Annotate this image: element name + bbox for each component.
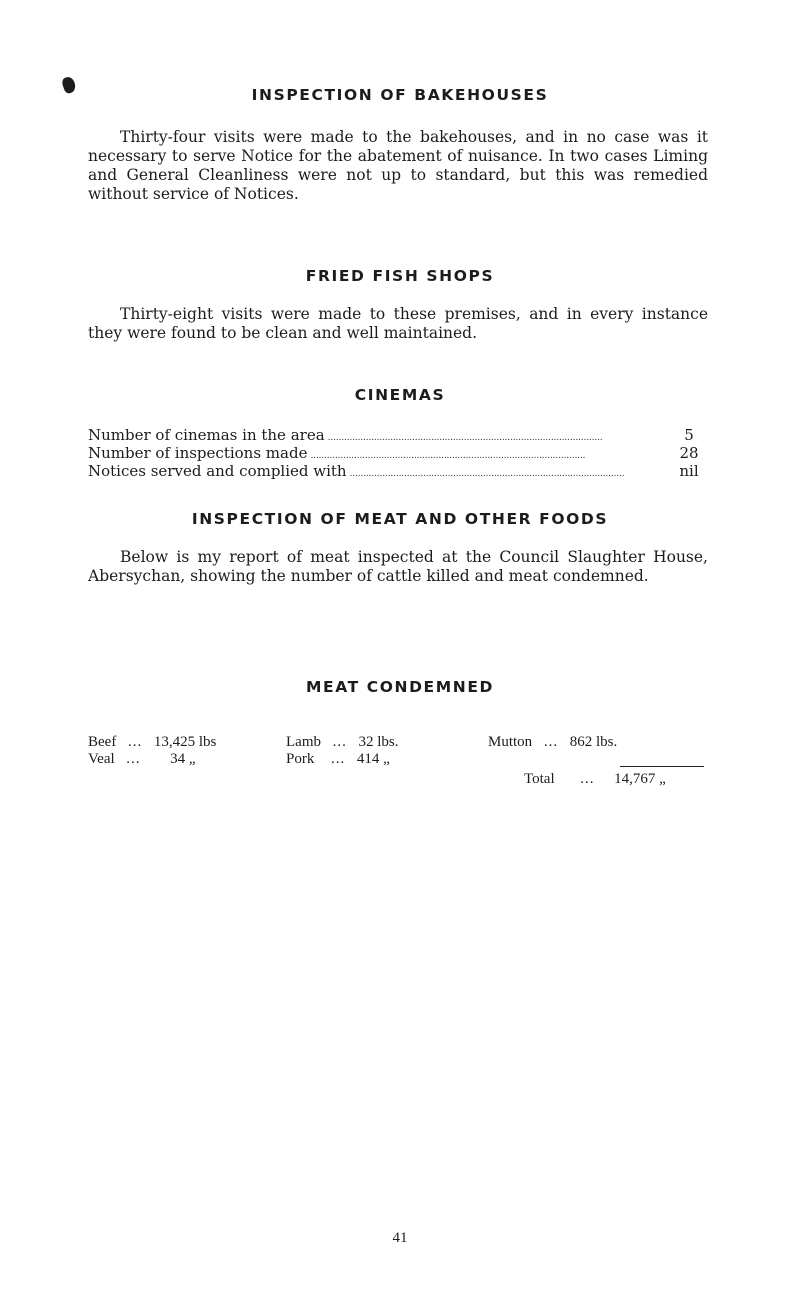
total-value: 14,767 „	[614, 771, 666, 787]
dot-leader: ...	[127, 734, 143, 750]
list-item-label: Number of inspections made	[88, 444, 308, 462]
veal-value: 34 „	[170, 751, 196, 767]
veal-label: Veal	[88, 751, 115, 767]
dot-leader: ...	[126, 751, 141, 767]
meat-total	[524, 771, 666, 788]
list-item-label: Number of cinemas in the area	[88, 426, 325, 444]
list-item	[88, 462, 706, 480]
fish-shops-paragraph: Thirty-eight visits were made to these premises, and in every instance they were found to be clean and well maintained.	[88, 305, 708, 342]
dot-leader	[328, 433, 669, 443]
meat-column-2	[286, 734, 399, 768]
beef-value: 13,425 lbs	[153, 734, 217, 750]
mutton-label: Mutton	[488, 734, 533, 750]
dot-leader: ...	[332, 734, 347, 750]
list-item	[88, 444, 706, 462]
meat-column-1	[88, 734, 216, 768]
list-item-value: 5	[684, 426, 694, 444]
dot-leader: ...	[543, 734, 559, 750]
fish-shops-heading: FRIED FISH SHOPS	[305, 267, 495, 285]
total-label: Total	[524, 771, 555, 787]
lamb-label: Lamb	[286, 734, 321, 750]
list-item-value: 28	[679, 444, 699, 462]
dot-leader: ...	[580, 771, 595, 787]
dot-leader	[310, 451, 669, 461]
list-item-label: Notices served and complied with	[88, 462, 347, 480]
pork-label: Pork	[286, 751, 315, 767]
bakehouses-paragraph: Thirty-four visits were made to the bakehouses, and in no case was it necessary to serve Notice for the abatement of nuisance. In two cases Liming and General Cleanliness were not up to standard, but this was remedied without service of Notices.	[88, 128, 708, 203]
meat-column-3	[488, 734, 617, 751]
total-rule	[620, 766, 704, 767]
mutton-value: 862 lbs.	[569, 734, 618, 750]
meat-foods-heading: INSPECTION OF MEAT AND OTHER FOODS	[191, 510, 609, 528]
meat-foods-paragraph: Below is my report of meat inspected at the Council Slaughter House, Abersychan, showing the number of cattle killed and meat condemned.	[88, 548, 708, 585]
cinemas-heading: CINEMAS	[354, 386, 446, 404]
meat-condemned-heading: MEAT CONDEMNED	[305, 678, 494, 696]
list-item-value: nil	[679, 462, 699, 480]
page-number: 41	[392, 1230, 408, 1246]
bakehouses-heading: INSPECTION OF BAKEHOUSES	[251, 86, 549, 104]
dot-leader	[350, 469, 669, 479]
pork-value: 414 „	[356, 751, 390, 767]
cinemas-list	[88, 426, 706, 480]
beef-label: Beef	[88, 734, 117, 750]
dot-leader: ...	[330, 751, 346, 767]
lamb-value: 32 lbs.	[358, 734, 399, 750]
list-item	[88, 426, 706, 444]
